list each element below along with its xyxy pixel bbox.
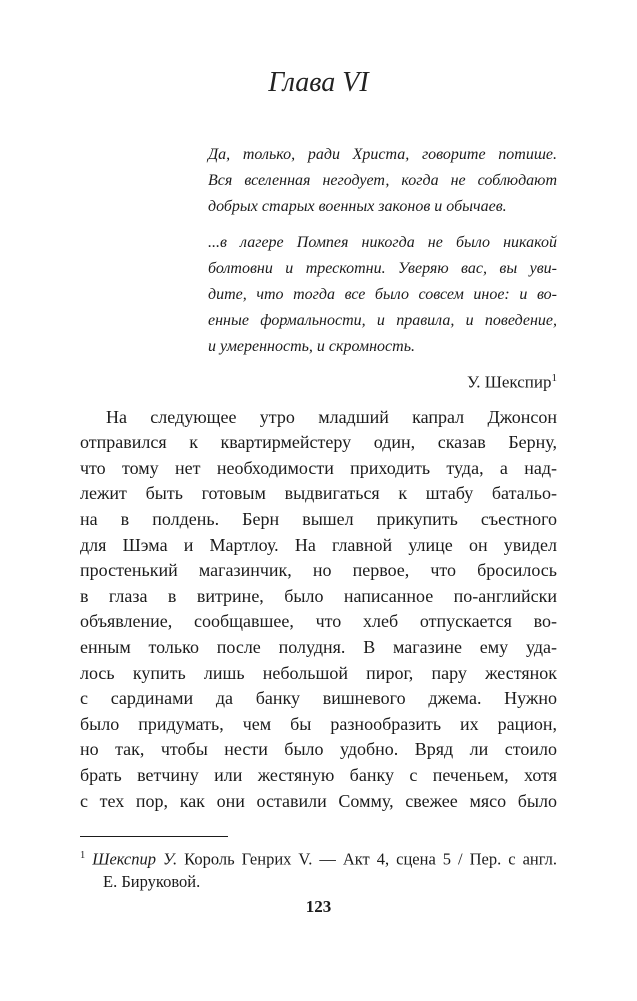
body-line: брать ветчину или жестяную банку с печеньем, хотя bbox=[80, 764, 557, 785]
body-line: с сардинами да банку вишневого джема. Нужно bbox=[80, 688, 557, 709]
epigraph bbox=[208, 142, 557, 395]
body-line: лось купить лишь небольшой пирог, пару жестянок bbox=[80, 662, 557, 683]
body-line: простенький магазинчик, но первое, что бросилось bbox=[80, 560, 557, 581]
body-line: енным только после полудня. В магазине ему уда- bbox=[80, 637, 557, 657]
body-line: на в полдень. Берн вышел прикупить съестного bbox=[80, 509, 557, 530]
epigraph-line: Вся вселенная негодует, когда не соблюдают bbox=[208, 172, 557, 189]
body-line: в глаза в витрине, было написанное по-английски bbox=[80, 585, 557, 606]
epigraph-attribution bbox=[208, 366, 557, 395]
footnote-divider bbox=[80, 836, 228, 837]
attribution-text: У. Шекспир bbox=[466, 372, 552, 392]
footnote-text: Король Генрих V. — Акт 4, сцена 5 / Пер. с англ. bbox=[184, 849, 558, 869]
chapter-title: Глава VI bbox=[268, 67, 369, 98]
epigraph-paragraph-2 bbox=[208, 230, 557, 360]
footnote-author: Шекспир У. bbox=[92, 849, 178, 869]
footnote-marker: 1 bbox=[80, 850, 86, 861]
body-line: отправился к квартирмейстеру один, сказав Берну, bbox=[80, 432, 557, 453]
body-line: объявление, сообщавшее, что хлеб отпускается во- bbox=[80, 611, 557, 632]
body-line: было придумать, чем бы разнообразить их рацион, bbox=[80, 713, 557, 734]
page-number: 123 bbox=[305, 897, 332, 916]
epigraph-line: Да, только, ради Христа, говорите потише. bbox=[208, 146, 557, 163]
epigraph-line: добрых старых военных законов и обычаев. bbox=[208, 198, 507, 215]
epigraph-line: енные формальности, и правила, и поведение, bbox=[208, 312, 557, 329]
epigraph-paragraph-1 bbox=[208, 142, 557, 220]
footnote-reference: 1 bbox=[551, 372, 557, 384]
epigraph-line: ...в лагере Помпея никогда не было никакой bbox=[208, 234, 557, 251]
epigraph-line: дите, что тогда все было совсем иное: и во- bbox=[208, 286, 557, 303]
body-text bbox=[80, 405, 557, 815]
epigraph-line: болтовни и трескотни. Уверяю вас, вы уви- bbox=[208, 260, 557, 277]
footnote-line bbox=[80, 845, 558, 871]
body-line: с тех пор, как они оставили Сомму, свежее мясо было bbox=[80, 790, 557, 811]
body-line: На следующее утро младший капрал Джонсон bbox=[106, 406, 557, 427]
body-line: но так, чтобы нести было удобно. Вряд ли стоило bbox=[80, 739, 557, 760]
body-line: для Шэма и Мартлоу. На главной улице он увидел bbox=[80, 534, 557, 555]
footnote-line: Е. Бируковой. bbox=[103, 871, 201, 891]
body-line: что тому нет необходимости приходить туда, а над- bbox=[80, 457, 557, 478]
epigraph-line: и умеренность, и скромность. bbox=[208, 338, 415, 355]
body-line: лежит быть готовым выдвигаться к штабу батальо- bbox=[80, 483, 557, 504]
footnote bbox=[80, 845, 557, 893]
